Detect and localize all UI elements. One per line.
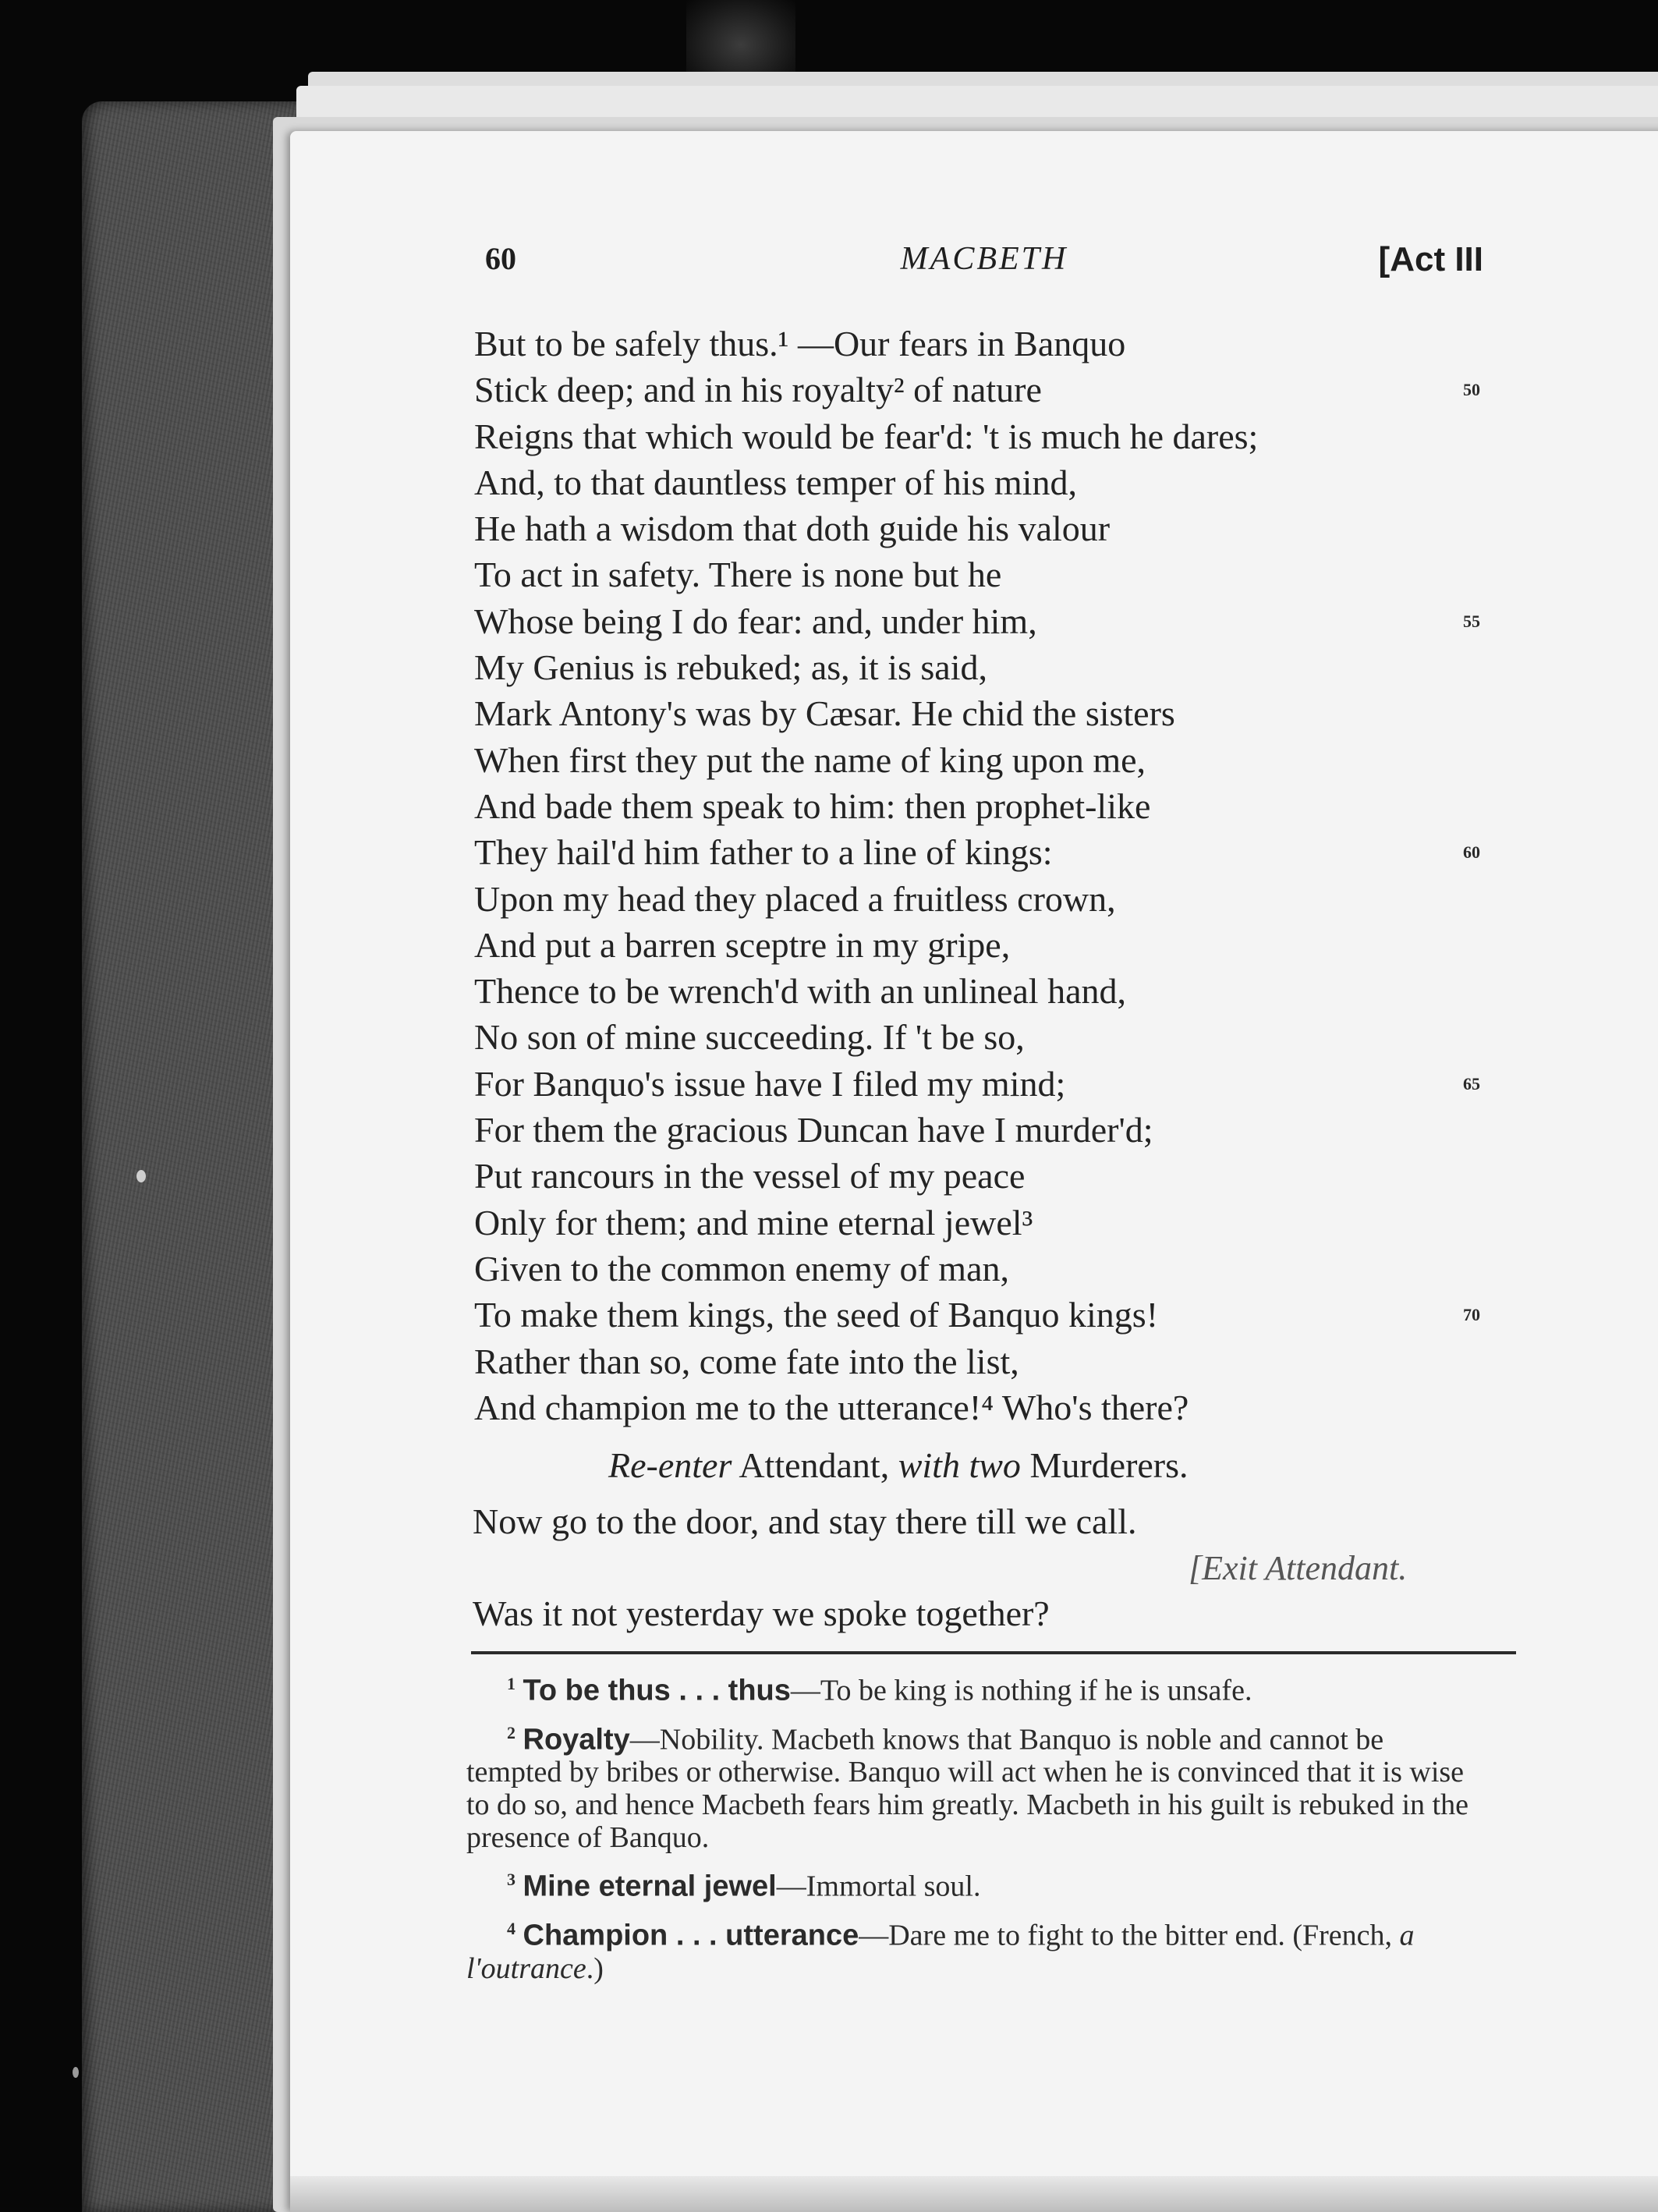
verse-line [474,505,1511,551]
verse-text: But to be safely thus.¹ —Our fears in Banquo [474,324,1126,363]
verse-text: For Banquo's issue have I filed my mind; [474,1063,1066,1104]
verse-text: Put rancours in the vessel of my peace [474,1156,1026,1196]
verse-text: To act in safety. There is none but he [474,555,1002,595]
verse-line [474,876,1511,922]
stage-direction [608,1445,1189,1486]
verse-line [474,1014,1511,1060]
verse-line [474,737,1511,783]
verse-line [474,321,1511,367]
verse-line [474,1338,1511,1384]
line-number: 65 [1463,1073,1480,1094]
verse-block [474,321,1511,1430]
footnote-text: —Dare me to fight to the bitter end. (French, [859,1919,1400,1952]
line-number: 60 [1463,842,1480,863]
footnote [466,1717,1480,1855]
verse-text: They hail'd him father to a line of kings: [474,832,1053,873]
verse-text: And, to that dauntless temper of his mind, [474,462,1077,502]
verse-text: And put a barren sceptre in my gripe, [474,924,1011,965]
verse-text: He hath a wisdom that doth guide his valour [474,509,1111,549]
verse-text: Mark Antony's was by Cæsar. He chid the sisters [474,693,1175,734]
verse-line: Now go to the door, and stay there till we call. [473,1501,1137,1541]
verse-line [474,1107,1511,1153]
verse-text: And champion me to the utterance!⁴ Who's there? [474,1387,1189,1427]
verse-line [474,783,1511,829]
footnote-text: —Nobility. Macbeth knows that Banquo is noble and cannot be tempted by bribes or otherwise. Banquo will act when he is convinced that it is wise to do so, and hence Macbeth fears him greatly. Macbeth in his guilt is rebuked in the presence of Banquo. [466,1723,1468,1855]
verse-text: Only for them; and mine eternal jewel³ [474,1202,1033,1242]
verse-line [474,1200,1511,1246]
footnote-number: 1 [507,1674,515,1693]
footnote-key: Royalty [523,1723,630,1756]
footnote-italic: a l'outrance [466,1919,1415,1985]
stage-direction-murderers: Murderers. [1020,1445,1189,1485]
verse-line [474,968,1511,1014]
verse-text: Whose being I do fear: and, under him, [474,601,1037,641]
verse-line [474,413,1511,459]
verse-text: Thence to be wrench'd with an unlineal hand, [474,971,1126,1012]
exit-direction: [Exit Attendant. [1189,1549,1408,1587]
verse-text: Given to the common enemy of man, [474,1248,1010,1289]
verse-line [474,1246,1511,1292]
footnote [466,1668,1480,1707]
verse-text: Upon my head they placed a fruitless crown, [474,878,1116,919]
verse-line: Was it not yesterday we spoke together? [473,1593,1050,1633]
verse-line [474,598,1511,644]
footnote-text: —Immortal soul. [776,1870,981,1903]
line-number: 55 [1463,611,1480,631]
footnote-number: 4 [507,1918,515,1938]
verse-text: No son of mine succeeding. If 't be so, [474,1017,1025,1058]
verse-line [474,459,1511,505]
verse-line [474,367,1511,413]
line-number: 50 [1463,380,1480,400]
page-bottom-edge [290,2176,1658,2212]
running-head [485,240,1491,287]
verse-line [474,1061,1511,1107]
verse-line [474,1384,1511,1430]
verse-text: Reigns that which would be fear'd: 't is much he dares; [474,416,1259,456]
footnote-divider [471,1651,1516,1654]
footnotes [466,1668,1480,1994]
footnote-key: Mine eternal jewel [523,1870,777,1903]
verse-text: My Genius is rebuked; as, it is said, [474,647,987,688]
verse-text: For them the gracious Duncan have I murder'd; [474,1110,1153,1150]
footnote-tail: .) [586,1951,604,1985]
verse-text: When first they put the name of king upon me, [474,739,1146,780]
stage-direction-attendant: Attendant, [732,1445,898,1485]
verse-line [474,551,1511,597]
footnote [466,1912,1480,1985]
verse-text: And bade them speak to him: then prophet-like [474,785,1151,826]
footnote-key: Champion . . . utterance [523,1919,859,1952]
page-number: 60 [485,241,516,276]
footnote-number: 2 [507,1722,515,1742]
stage-direction-re-enter: Re-enter [608,1445,732,1485]
verse-line [474,829,1511,875]
verse-line [474,1292,1511,1338]
running-title: MACBETH [900,241,1068,277]
cover-speck [73,2067,79,2078]
footnote [466,1863,1480,1903]
verse-text: To make them kings, the seed of Banquo kings! [474,1295,1159,1335]
verse-line [474,690,1511,736]
verse-text: Stick deep; and in his royalty² of nature [474,370,1042,410]
verse-line [474,644,1511,690]
footnote-text: —To be king is nothing if he is unsafe. [790,1674,1252,1707]
stage-direction-with-two: with two [898,1445,1021,1485]
cover-speck [136,1170,146,1182]
verse-line [474,1153,1511,1199]
verse-text: Rather than so, come fate into the list, [474,1341,1019,1381]
footnote-number: 3 [507,1870,515,1890]
line-number: 70 [1463,1305,1480,1325]
footnote-key: To be thus . . . thus [523,1674,791,1707]
act-label: [Act III [1378,240,1483,278]
verse-line [474,922,1511,968]
